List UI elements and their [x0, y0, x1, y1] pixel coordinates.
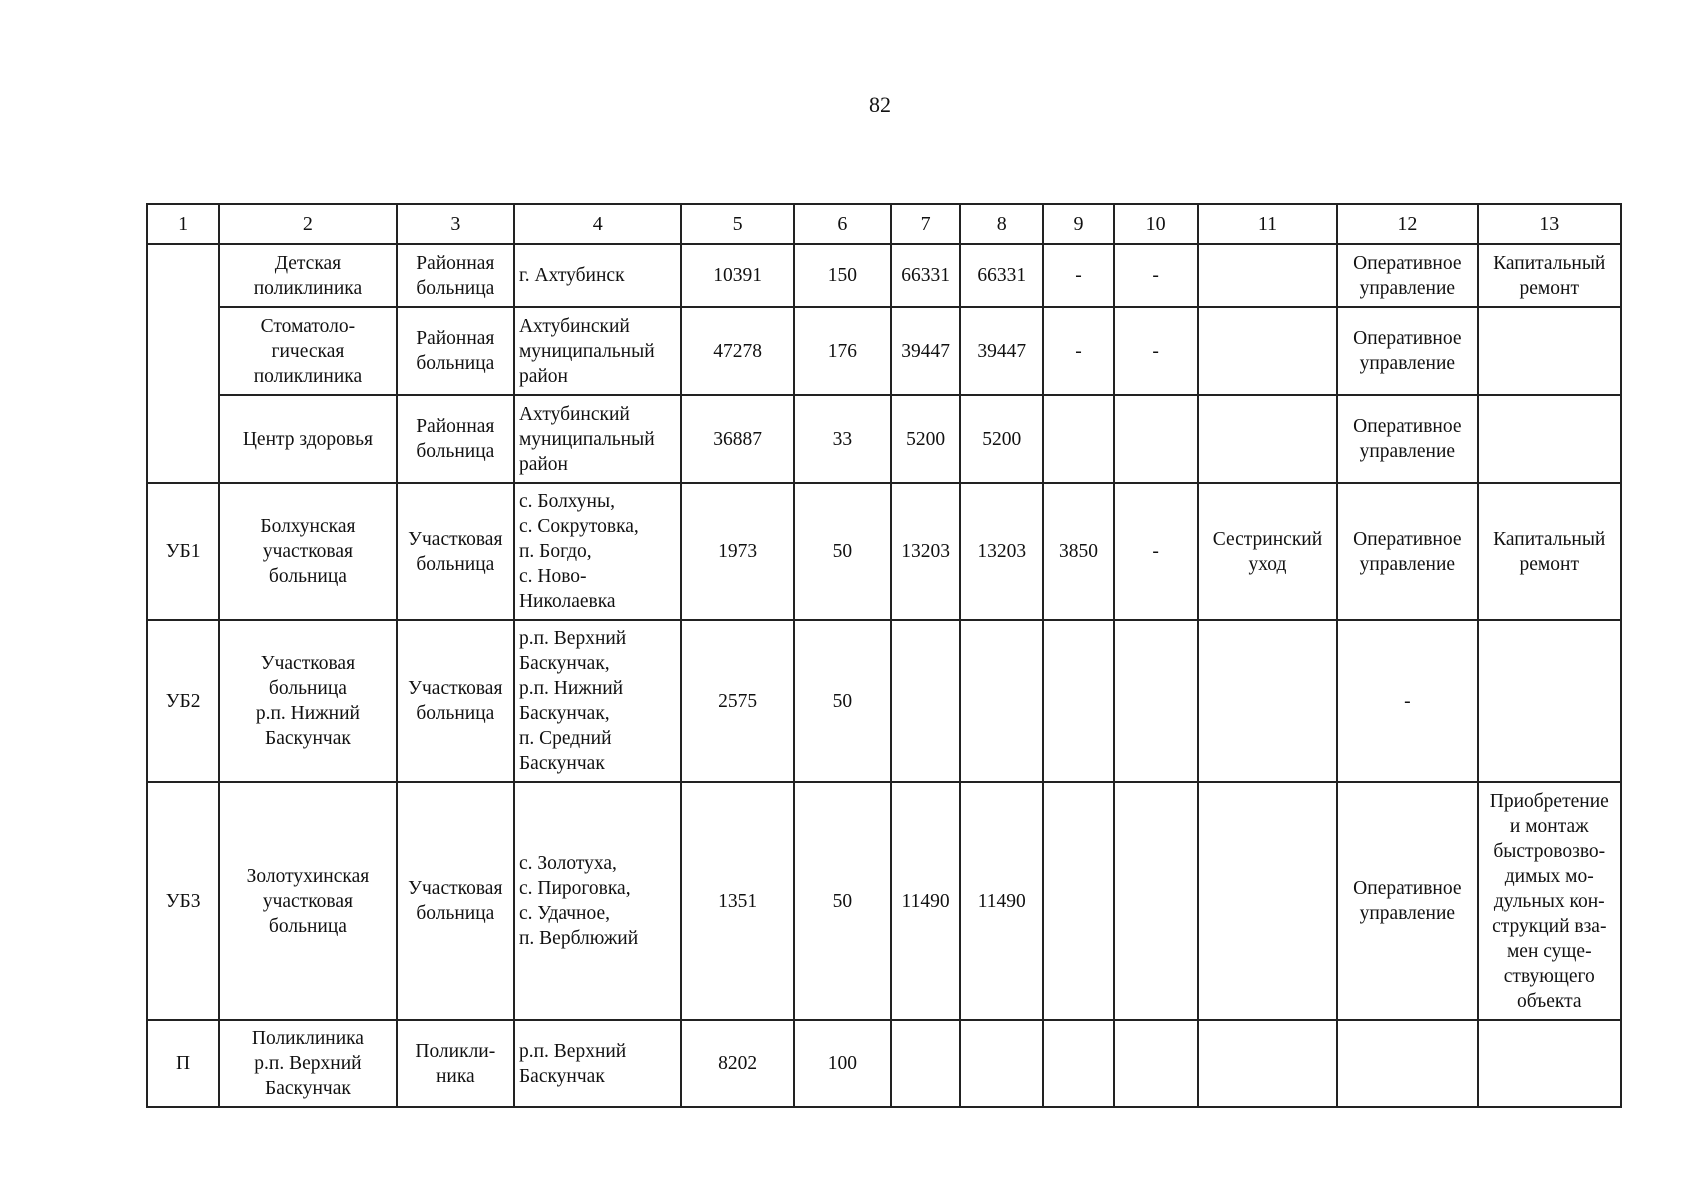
table-cell: 1973: [681, 483, 793, 620]
table-cell: 33: [794, 395, 891, 483]
column-header: 1: [147, 204, 219, 244]
table-cell: 66331: [960, 244, 1043, 307]
table-cell: 36887: [681, 395, 793, 483]
facility-name-cell: Поликлиника р.п. Верхний Баскунчак: [219, 1020, 396, 1107]
table-cell: [1043, 782, 1113, 1020]
facility-name-cell: Болхунская участковая больница: [219, 483, 396, 620]
table-cell: -: [1114, 483, 1198, 620]
table-cell: 11490: [891, 782, 960, 1020]
table-cell: 39447: [960, 307, 1043, 395]
facility-type-cell: Участковая больница: [397, 782, 514, 1020]
table-row: [147, 1020, 1621, 1107]
table-cell: [1114, 1020, 1198, 1107]
table-cell: 39447: [891, 307, 960, 395]
column-header: 6: [794, 204, 891, 244]
table-row: [147, 620, 1621, 782]
facility-code-cell: УБ2: [147, 620, 219, 782]
management-type-cell: Оперативное управление: [1337, 307, 1477, 395]
management-type-cell: [1337, 1020, 1477, 1107]
planned-works-cell: Капитальный ремонт: [1478, 483, 1621, 620]
table-cell: 8202: [681, 1020, 793, 1107]
table-cell: 5200: [891, 395, 960, 483]
table-cell: 10391: [681, 244, 793, 307]
table-cell: [1198, 395, 1337, 483]
table-cell: 66331: [891, 244, 960, 307]
service-area-cell: с. Золотуха, с. Пироговка, с. Удачное, п. Верблюжий: [514, 782, 681, 1020]
facility-type-cell: Участковая больница: [397, 483, 514, 620]
table-cell: -: [1043, 307, 1113, 395]
service-area-cell: р.п. Верхний Баскунчак: [514, 1020, 681, 1107]
planned-works-cell: Капитальный ремонт: [1478, 244, 1621, 307]
facility-name-cell: Стоматоло- гическая поликлиника: [219, 307, 396, 395]
column-header: 12: [1337, 204, 1477, 244]
service-area-cell: г. Ахтубинск: [514, 244, 681, 307]
service-area-cell: с. Болхуны, с. Сокрутовка, п. Богдо, с. Ново- Николаевка: [514, 483, 681, 620]
table-cell: -: [1114, 307, 1198, 395]
table-cell: Сестринский уход: [1198, 483, 1337, 620]
table-cell: 5200: [960, 395, 1043, 483]
table-cell: 50: [794, 620, 891, 782]
column-header: 4: [514, 204, 681, 244]
table-cell: [960, 620, 1043, 782]
page-number: 82: [869, 92, 891, 117]
management-type-cell: Оперативное управление: [1337, 782, 1477, 1020]
column-header: 3: [397, 204, 514, 244]
table-cell: 1351: [681, 782, 793, 1020]
table-cell: [1043, 1020, 1113, 1107]
table-cell: 3850: [1043, 483, 1113, 620]
table-cell: 2575: [681, 620, 793, 782]
table-cell: [1114, 782, 1198, 1020]
service-area-cell: р.п. Верхний Баскунчак, р.п. Нижний Баскунчак, п. Средний Баскунчак: [514, 620, 681, 782]
facility-code-cell: УБ3: [147, 782, 219, 1020]
facility-name-cell: Детская поликлиника: [219, 244, 396, 307]
management-type-cell: Оперативное управление: [1337, 395, 1477, 483]
management-type-cell: Оперативное управление: [1337, 483, 1477, 620]
facility-code-cell: П: [147, 1020, 219, 1107]
table-row: [147, 395, 1621, 483]
table-cell: 50: [794, 483, 891, 620]
table-cell: [1043, 395, 1113, 483]
facility-type-cell: Участковая больница: [397, 620, 514, 782]
planned-works-cell: [1478, 1020, 1621, 1107]
facility-type-cell: Районная больница: [397, 395, 514, 483]
table-row: [147, 307, 1621, 395]
planned-works-cell: [1478, 307, 1621, 395]
table-cell: [1198, 782, 1337, 1020]
column-header: 8: [960, 204, 1043, 244]
table-cell: [1114, 620, 1198, 782]
table-cell: [1198, 1020, 1337, 1107]
facility-name-cell: Центр здоровья: [219, 395, 396, 483]
table-cell: [1198, 620, 1337, 782]
column-header: 13: [1478, 204, 1621, 244]
table-cell: -: [1043, 244, 1113, 307]
facilities-table: [146, 203, 1622, 1108]
column-header: 9: [1043, 204, 1113, 244]
facility-type-cell: Поликли- ника: [397, 1020, 514, 1107]
service-area-cell: Ахтубинский муниципальный район: [514, 307, 681, 395]
table-cell: 100: [794, 1020, 891, 1107]
table-cell: 50: [794, 782, 891, 1020]
service-area-cell: Ахтубинский муниципальный район: [514, 395, 681, 483]
management-type-cell: Оперативное управление: [1337, 244, 1477, 307]
table-header-row: [147, 204, 1621, 244]
table-cell: 150: [794, 244, 891, 307]
table-cell: [1043, 620, 1113, 782]
facility-type-cell: Районная больница: [397, 307, 514, 395]
facility-type-cell: Районная больница: [397, 244, 514, 307]
table-cell: 176: [794, 307, 891, 395]
column-header: 11: [1198, 204, 1337, 244]
table-cell: [1198, 307, 1337, 395]
planned-works-cell: [1478, 395, 1621, 483]
facility-code-cell: [147, 244, 219, 483]
table-cell: [960, 1020, 1043, 1107]
table-row: [147, 483, 1621, 620]
planned-works-cell: [1478, 620, 1621, 782]
column-header: 2: [219, 204, 396, 244]
table-cell: 13203: [960, 483, 1043, 620]
table-cell: [891, 620, 960, 782]
table-cell: 11490: [960, 782, 1043, 1020]
table-cell: [1114, 395, 1198, 483]
table-row: [147, 782, 1621, 1020]
table-cell: 13203: [891, 483, 960, 620]
column-header: 5: [681, 204, 793, 244]
table-cell: 47278: [681, 307, 793, 395]
column-header: 7: [891, 204, 960, 244]
table-row: [147, 244, 1621, 307]
table-cell: -: [1114, 244, 1198, 307]
facility-code-cell: УБ1: [147, 483, 219, 620]
facility-name-cell: Участковая больница р.п. Нижний Баскунчак: [219, 620, 396, 782]
facility-name-cell: Золотухинская участковая больница: [219, 782, 396, 1020]
planned-works-cell: Приобретение и монтаж быстровозво- димых мо- дульных кон- струкций вза- мен суще- ствующего объекта: [1478, 782, 1621, 1020]
table-cell: [1198, 244, 1337, 307]
table-cell: [891, 1020, 960, 1107]
column-header: 10: [1114, 204, 1198, 244]
management-type-cell: -: [1337, 620, 1477, 782]
